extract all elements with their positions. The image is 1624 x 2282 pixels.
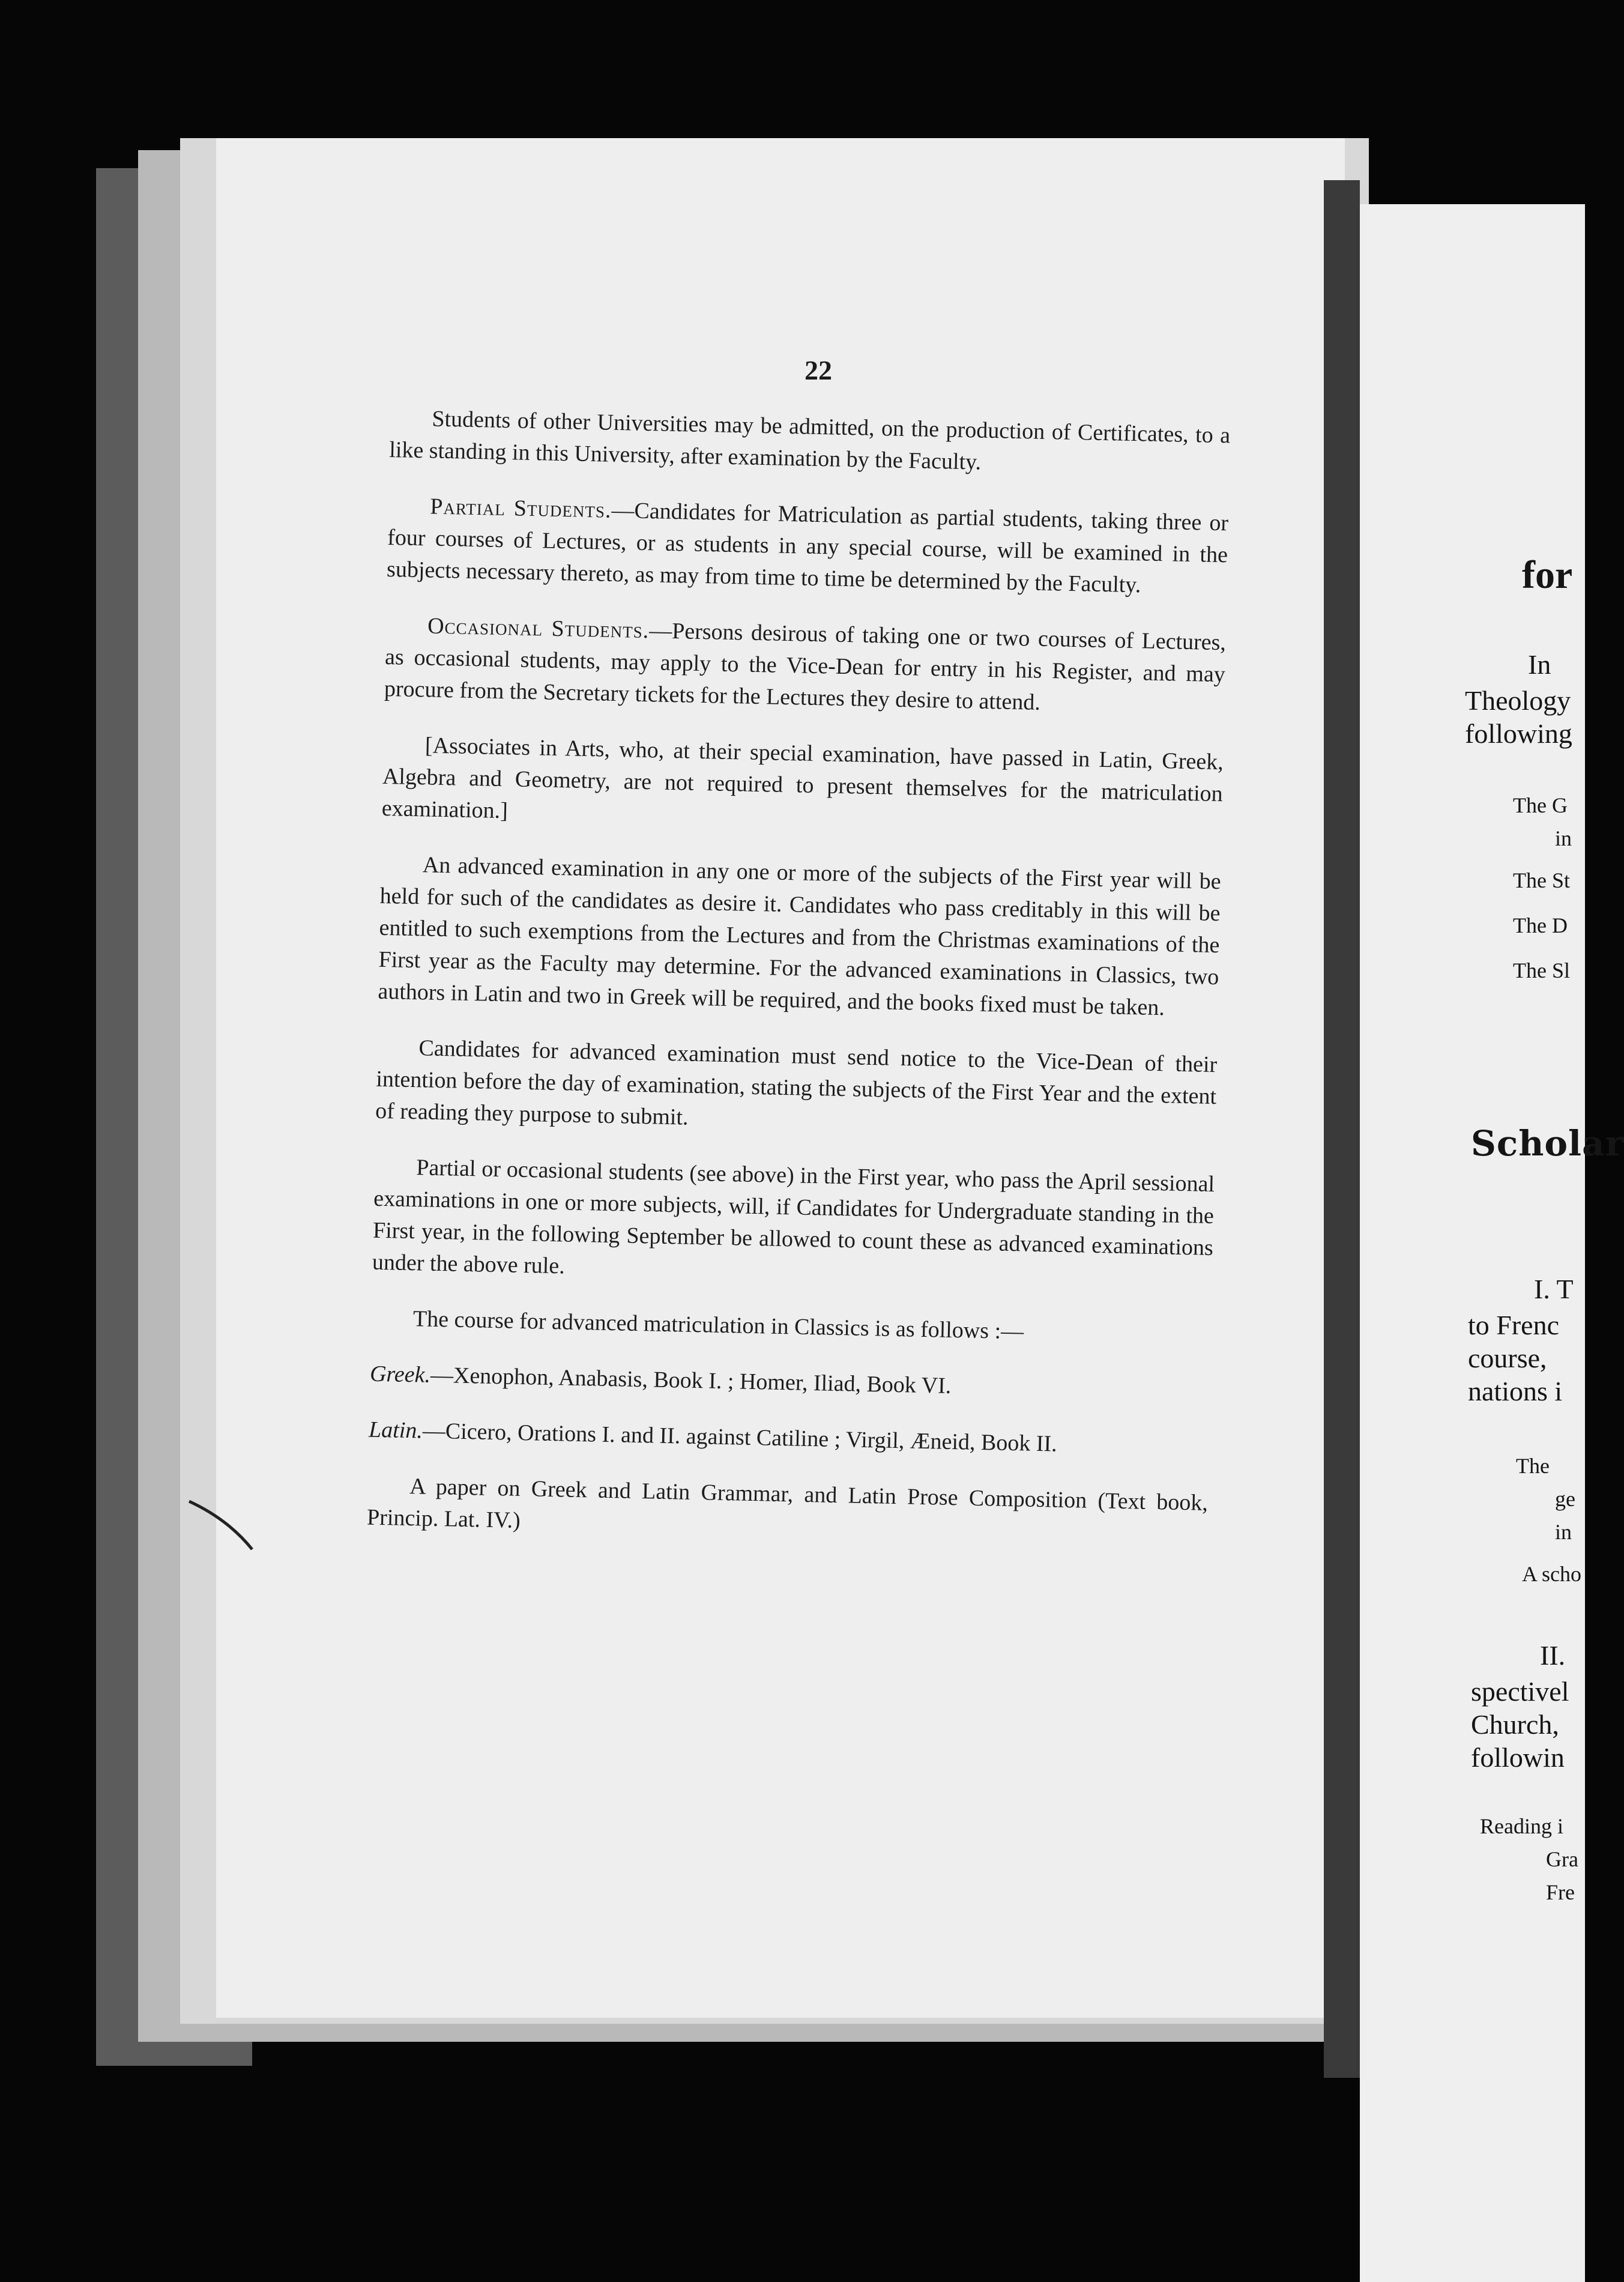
left-page-body: [366, 402, 1231, 1575]
right-heading-scholarships: Scholar: [1471, 1123, 1624, 1164]
right-sub1b: ge: [1555, 1487, 1575, 1511]
latin-text: —Cicero, Orations I. and II. against Catiline ; Virgil, Æneid, Book II.: [422, 1418, 1058, 1457]
right-item-3: The D: [1513, 913, 1568, 937]
occasional-students-heading: Occasional Students.: [427, 613, 650, 644]
right-sec2-line4: followin: [1471, 1742, 1565, 1773]
pencil-mark: [186, 1489, 270, 1555]
right-reading-2: Gra: [1546, 1847, 1578, 1871]
right-line-1: In: [1528, 649, 1551, 680]
right-sec2-line2: spectivel: [1471, 1676, 1569, 1707]
paragraph-notice: Candidates for advanced examination must send notice to the Vice-Dean of their intention before the day of examination, stating the subjects of the First Year and the extent of reading they purpose to submit.: [375, 1035, 1218, 1130]
occasional-students-text: —Persons desirous of taking one or two courses of Lectures, as occasional students, may apply to the Vice-Dean for entry in his Register, and may procure from the Secretary tickets for the Lectures they desire to attend.: [384, 618, 1227, 715]
paragraph-partial-occasional: Partial or occasional students (see above) in the First year, who pass the April sessional examinations in one or more subjects, will, if Candidates for Undergraduate standing in the First year, in the following September be allowed to count these as advanced examinations under the above rule.: [372, 1155, 1215, 1279]
latin-course: [369, 1414, 1210, 1463]
right-item-1b: in: [1555, 826, 1572, 850]
paragraph-classics-course: The course for advanced matriculation in Classics is as follows :—: [412, 1306, 1024, 1345]
right-sec2-line1: II.: [1540, 1640, 1566, 1671]
right-title-fragment: for: [1522, 553, 1573, 597]
right-line-2: Theology: [1465, 685, 1571, 716]
right-item-4: The Sl: [1513, 958, 1570, 982]
right-sec2-line3: Church,: [1471, 1709, 1559, 1740]
paragraph-other-universities: Students of other Universities may be admitted, on the production of Certificates, to a like standing in this University, after examination by the Faculty.: [388, 406, 1231, 475]
right-item-2: The St: [1513, 868, 1570, 892]
paragraph-occasional-students: [384, 610, 1226, 722]
right-sub1a: The: [1516, 1454, 1550, 1478]
latin-label: Latin.: [368, 1417, 423, 1444]
partial-students-text: —Candidates for Matriculation as partial students, taking three or four courses of Lectures, or as students in any special course, will be examined in the subjects necessary thereto, as may from time to time be determined by the Faculty.: [386, 497, 1229, 598]
greek-label: Greek.: [369, 1361, 431, 1388]
right-sec1-line3: course,: [1468, 1343, 1547, 1373]
greek-text: —Xenophon, Anabasis, Book I. ; Homer, Iliad, Book VI.: [430, 1362, 952, 1399]
paragraph-advanced-exam: An advanced examination in any one or more of the subjects of the First year will be held for such of the candidates as desire it. Candidates who pass creditably in this will be entitled to such exemptions from the Lectures and from the Christmas examinations of the First year as the Faculty may determine. For the advanced examinations in Classics, two authors in Latin and two in Greek will be required, and the books fixed must be taken.: [378, 852, 1222, 1021]
partial-students-heading: Partial Students.: [429, 494, 612, 523]
right-reading-1: Reading i: [1480, 1814, 1563, 1838]
right-sec1-line2: to Frenc: [1468, 1310, 1560, 1340]
right-sec1-line1: I. T: [1534, 1274, 1574, 1304]
right-sub1c: in: [1555, 1520, 1572, 1544]
paragraph-partial-students: [387, 490, 1229, 603]
page-number: 22: [804, 355, 832, 386]
paragraph-grammar-paper: A paper on Greek and Latin Grammar, and Latin Prose Composition (Text book, Princip. Lat. IV.): [366, 1474, 1209, 1533]
book-spine: [1324, 180, 1360, 2078]
right-line-3: following: [1465, 718, 1572, 749]
right-sec1-line4: nations i: [1468, 1376, 1563, 1406]
right-sub1d: A scho: [1522, 1562, 1581, 1586]
greek-course: [370, 1358, 1211, 1408]
right-reading-3: Fre: [1546, 1880, 1575, 1904]
paragraph-associates: [Associates in Arts, who, at their special examination, have passed in Latin, Greek, Algebra and Geometry, are not required to present themselves for the matriculation examination.]: [381, 733, 1224, 824]
right-page: [1360, 204, 1624, 2282]
right-item-1a: The G: [1513, 793, 1568, 817]
